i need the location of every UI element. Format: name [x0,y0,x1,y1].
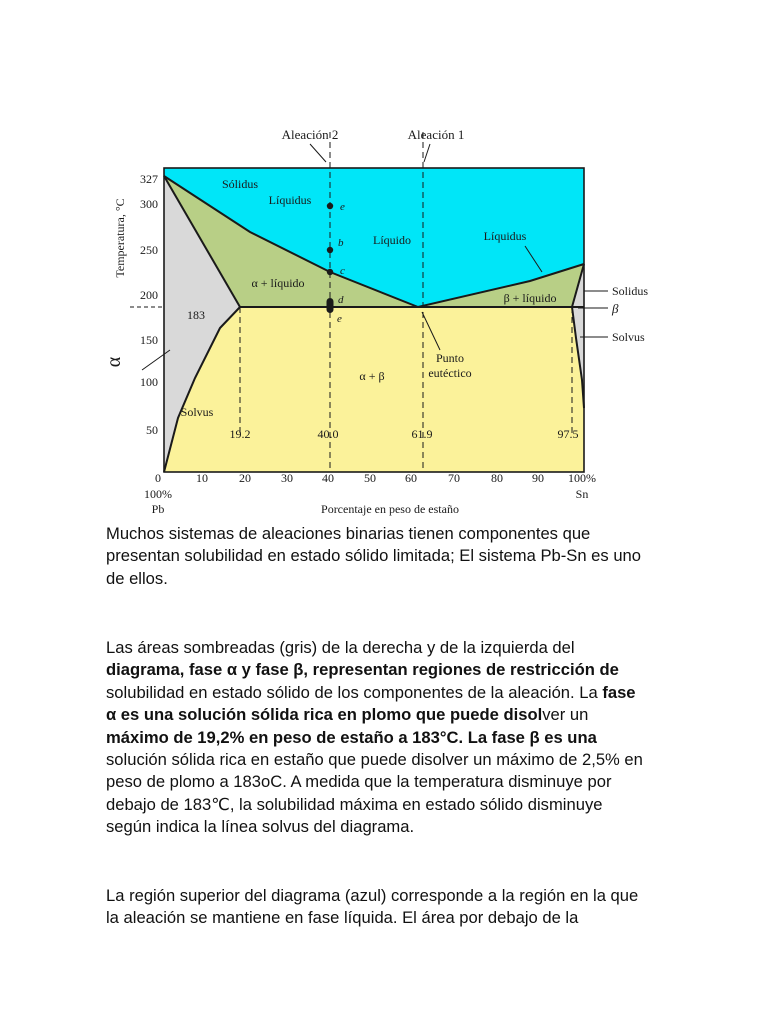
solvus-right-label: Solvus [612,330,645,344]
phase-diagram-figure [100,118,665,525]
paragraph-liquid-region: La región superior del diagrama (azul) corresponde a la región en la que la aleación se mantiene en fase líquida. El área por debajo de la [106,886,639,928]
y-tick-327: 327 [140,172,158,186]
x-right-element: Sn [575,487,589,501]
point-label-b: b [338,237,344,249]
point-label-c: c [340,265,345,277]
point-label-d: d [338,294,344,306]
paragraph-segment: ver un [542,705,589,725]
composition-97-5: 97.5 [557,427,579,441]
paragraph-segment: máximo de 19,2% en peso de estaño a 183°C. La fase β es una [106,727,597,747]
alpha-liquid-label: α + líquido [251,276,305,290]
pb-sn-phase-diagram [100,118,665,525]
solid-alpha-beta-region [164,307,584,472]
paragraph-segment: solubilidad en estado sólido de los componentes de la aleación. La [106,682,603,702]
beta-liquid-label: β + líquido [503,291,557,305]
y-tick-50: 50 [146,423,158,437]
alloy1-label: Aleación 1 [407,127,465,142]
point-b [327,247,333,253]
alloy1-arrow [424,144,430,162]
x-tick-20: 20 [239,471,251,485]
paragraph-segment: solución sólida rica en estaño que puede disolver un máximo de 2,5% en peso de plomo a 183oC. A medida que la temperatura disminuye por debajo de 183℃, la solubilidad máxima en estado sólido disminuye según indica la línea solvus del diagrama. [106,750,643,837]
x-tick-0: 0 [155,471,161,485]
paragraph-segment: fase α es una solución sólida rica en plomo que puede disol [106,682,636,725]
x-left-end-label: 100% [144,487,172,501]
x-tick-50: 50 [364,471,376,485]
x-tick-80: 80 [491,471,503,485]
y-tick-150: 150 [140,333,158,347]
point-e-upper [327,203,333,209]
alloy2-label: Aleación 2 [281,127,339,142]
y-axis-label: Temperatura, °C [113,198,127,278]
x-tick-100: 100% [568,471,596,485]
eutectic-point-label-2: eutéctico [428,366,472,380]
y-tick-100: 100 [140,375,158,389]
eutectic-point-label: Punto [435,351,465,365]
x-left-element: Pb [151,502,165,516]
solidus-right-label: Solidus [612,284,649,298]
alpha-beta-label: α + β [359,369,385,383]
point-label-e-upper: e [340,201,345,213]
solidus-left-label: Sólidus [221,177,259,191]
paragraph-segment: diagrama, fase α y fase β, representan regiones de restricción de [106,660,619,680]
solvus-left-label: Solvus [180,405,214,419]
x-tick-70: 70 [448,471,460,485]
y-tick-300: 300 [140,197,158,211]
composition-40-0: 40.0 [317,427,339,441]
paragraph-solubility [106,637,646,839]
beta-right-label: β [612,301,619,316]
point-label-e-lower: e [337,313,342,325]
composition-19-2: 19.2 [229,427,251,441]
eutectic-temp-label: 183 [187,308,205,322]
paragraph-segment: Las áreas sombreadas (gris) de la derecha y de la izquierda del [106,638,575,657]
alpha-axis-symbol: α [103,356,125,368]
x-tick-60: 60 [405,471,417,485]
alloy2-arrow [310,144,326,162]
liquidus-left-label: Líquidus [268,193,312,207]
paragraph-intro: Muchos sistemas de aleaciones binarias tienen componentes que presentan solubilidad en estado sólido limitada; El sistema Pb-Sn es uno de ellos. [106,524,642,588]
x-tick-90: 90 [532,471,544,485]
composition-61-9: 61.9 [411,427,433,441]
point-c [327,269,333,275]
x-tick-30: 30 [281,471,293,485]
liquidus-right-label: Líquidus [483,229,527,243]
liquid-label: Líquido [373,233,411,247]
y-tick-250: 250 [140,243,158,257]
x-tick-40: 40 [322,471,334,485]
y-tick-200: 200 [140,288,158,302]
x-axis-label: Porcentaje en peso de estaño [321,502,459,516]
x-tick-10: 10 [196,471,208,485]
point-d [327,298,334,313]
